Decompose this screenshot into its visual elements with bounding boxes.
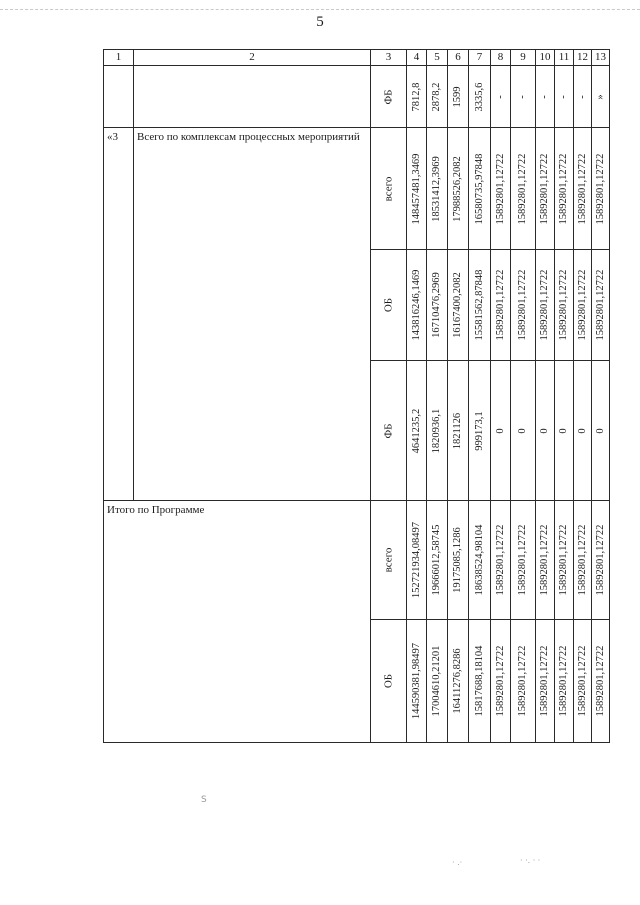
column-header: 5	[427, 50, 448, 66]
value-cell	[407, 250, 427, 361]
value-cell	[448, 250, 469, 361]
value-cell	[555, 361, 574, 501]
amount-value: 148457481,3469	[410, 153, 422, 224]
value-cell	[491, 361, 511, 501]
amount-value: 15892801,12722	[516, 269, 528, 341]
empty-cell	[134, 66, 371, 128]
amount-value: 15892801,12722	[576, 153, 588, 224]
value-cell	[574, 128, 592, 250]
column-header: 11	[555, 50, 574, 66]
value-cell	[469, 250, 491, 361]
amount-value: 144590381,98497	[410, 642, 422, 720]
amount-value: 3335,6	[473, 82, 485, 111]
amount-value: 15892801,12722	[557, 269, 569, 341]
amount-value: »	[594, 93, 606, 100]
column-header: 1	[104, 50, 134, 66]
column-header: 10	[536, 50, 555, 66]
value-cell	[511, 620, 536, 743]
amount-value: 1820936,1	[430, 408, 442, 453]
amount-value: 19175085,1286	[451, 527, 463, 593]
value-cell	[448, 361, 469, 501]
amount-value: 15892801,12722	[538, 524, 550, 596]
value-cell	[592, 620, 610, 743]
value-cell	[448, 66, 469, 128]
amount-value: 1821126	[451, 412, 463, 449]
value-cell	[574, 250, 592, 361]
fund-code-cell	[371, 66, 407, 128]
amount-value: 15892801,12722	[594, 269, 606, 341]
value-cell	[555, 250, 574, 361]
value-cell	[555, 128, 574, 250]
value-cell	[407, 361, 427, 501]
amount-value: 15892801,12722	[576, 524, 588, 596]
amount-value: 16710476,2969	[430, 272, 442, 338]
value-cell	[469, 620, 491, 743]
value-cell	[491, 501, 511, 620]
section-label: Всего по комплексам процессных мероприятий	[134, 128, 371, 501]
column-header: 13	[592, 50, 610, 66]
amount-value: 0	[594, 427, 606, 434]
value-cell	[592, 361, 610, 501]
amount-value: 15892801,12722	[557, 153, 569, 224]
scan-edge-line	[0, 9, 640, 10]
amount-value: 0	[516, 427, 528, 434]
value-cell	[407, 501, 427, 620]
amount-value: 16167400,2082	[451, 272, 463, 338]
amount-value: 15892801,12722	[494, 269, 506, 341]
amount-value: 18638524,98104	[473, 524, 485, 596]
amount-value: 4641235,2	[410, 408, 422, 453]
value-cell	[511, 361, 536, 501]
value-cell	[592, 501, 610, 620]
fund-code-cell	[371, 250, 407, 361]
amount-value: 15892801,12722	[538, 645, 550, 717]
column-header: 9	[511, 50, 536, 66]
amount-value: 18531412,3969	[430, 155, 442, 222]
value-cell	[469, 361, 491, 501]
amount-value: 15892801,12722	[594, 645, 606, 717]
column-header: 2	[134, 50, 371, 66]
amount-value: 143816246,1469	[410, 269, 422, 341]
scan-speck: · ·. · ·	[520, 856, 541, 865]
value-cell	[574, 620, 592, 743]
amount-value: -	[576, 94, 588, 99]
amount-value: 152721934,08497	[410, 521, 422, 599]
amount-value: 15892801,12722	[538, 269, 550, 341]
value-cell	[511, 66, 536, 128]
page-number: 5	[316, 14, 324, 30]
value-cell	[536, 128, 555, 250]
amount-value: 16411276,8286	[451, 648, 463, 714]
amount-value: 1599	[451, 86, 463, 107]
value-cell	[407, 66, 427, 128]
amount-value: 15817688,18104	[473, 645, 485, 717]
amount-value: -	[516, 94, 528, 99]
value-cell	[592, 128, 610, 250]
amount-value: 15892801,12722	[594, 153, 606, 224]
column-header: 8	[491, 50, 511, 66]
value-cell	[469, 66, 491, 128]
fund-code: ОБ	[382, 673, 394, 689]
fund-code: ФБ	[382, 88, 394, 105]
amount-value: 15892801,12722	[557, 524, 569, 596]
column-header: 7	[469, 50, 491, 66]
amount-value: 19666012,58745	[430, 524, 442, 596]
fund-code-cell	[371, 620, 407, 743]
amount-value: 999173,1	[473, 410, 485, 451]
fund-code: ФБ	[382, 422, 394, 439]
value-cell	[491, 620, 511, 743]
value-cell	[491, 66, 511, 128]
amount-value: 15892801,12722	[516, 153, 528, 224]
value-cell	[574, 66, 592, 128]
value-cell	[592, 250, 610, 361]
value-cell	[555, 501, 574, 620]
section-number: «3	[104, 128, 134, 501]
value-cell	[536, 501, 555, 620]
value-cell	[407, 620, 427, 743]
column-header: 12	[574, 50, 592, 66]
fund-code-cell	[371, 361, 407, 501]
value-cell	[555, 66, 574, 128]
amount-value: 16580735,97848	[473, 153, 485, 224]
value-cell	[511, 128, 536, 250]
amount-value: 7812,8	[410, 82, 422, 111]
amount-value: 15892801,12722	[494, 524, 506, 596]
value-cell	[427, 501, 448, 620]
amount-value: -	[557, 94, 569, 99]
amount-value: 15892801,12722	[576, 645, 588, 717]
value-cell	[491, 250, 511, 361]
fund-code: всего	[382, 547, 394, 573]
value-cell	[574, 501, 592, 620]
amount-value: 15892801,12722	[494, 645, 506, 717]
value-cell	[536, 620, 555, 743]
column-header: 6	[448, 50, 469, 66]
amount-value: 15892801,12722	[494, 153, 506, 224]
amount-value: 15892801,12722	[576, 269, 588, 341]
value-cell	[427, 620, 448, 743]
amount-value: -	[538, 94, 550, 99]
value-cell	[536, 66, 555, 128]
total-row	[104, 501, 610, 620]
amount-value: 15892801,12722	[594, 524, 606, 596]
value-cell	[448, 501, 469, 620]
scan-speck: · .·	[452, 858, 463, 867]
fund-code-cell	[371, 501, 407, 620]
budget-table	[103, 49, 610, 743]
value-cell	[448, 128, 469, 250]
value-cell	[469, 501, 491, 620]
value-cell	[427, 250, 448, 361]
fund-code: всего	[382, 176, 394, 201]
value-cell	[491, 128, 511, 250]
value-cell	[592, 66, 610, 128]
value-cell	[469, 128, 491, 250]
fund-code: ОБ	[382, 297, 394, 313]
value-cell	[427, 361, 448, 501]
amount-value: 0	[494, 427, 506, 434]
section-row	[104, 128, 610, 250]
amount-value: 15892801,12722	[516, 645, 528, 717]
value-cell	[427, 66, 448, 128]
amount-value: 17004610,21201	[430, 645, 442, 717]
value-cell	[407, 128, 427, 250]
amount-value: 2878,2	[430, 82, 442, 111]
value-cell	[511, 501, 536, 620]
amount-value: 0	[557, 427, 569, 434]
fb-continuation-row	[104, 66, 610, 128]
amount-value: 0	[576, 427, 588, 434]
value-cell	[448, 620, 469, 743]
fund-code-cell	[371, 128, 407, 250]
amount-value: 0	[538, 427, 550, 434]
value-cell	[536, 250, 555, 361]
value-cell	[555, 620, 574, 743]
header-row	[104, 50, 610, 66]
value-cell	[536, 361, 555, 501]
empty-cell	[104, 66, 134, 128]
amount-value: 15892801,12722	[516, 524, 528, 596]
column-header: 4	[407, 50, 427, 66]
value-cell	[427, 128, 448, 250]
amount-value: 15581562,87848	[473, 269, 485, 341]
scan-speck: S	[201, 795, 207, 805]
value-cell	[574, 361, 592, 501]
amount-value: 15892801,12722	[538, 153, 550, 224]
total-label: Итого по Программе	[104, 501, 371, 743]
value-cell	[511, 250, 536, 361]
column-header: 3	[371, 50, 407, 66]
amount-value: 15892801,12722	[557, 645, 569, 717]
amount-value: -	[494, 94, 506, 99]
amount-value: 17988526,2082	[451, 155, 463, 222]
